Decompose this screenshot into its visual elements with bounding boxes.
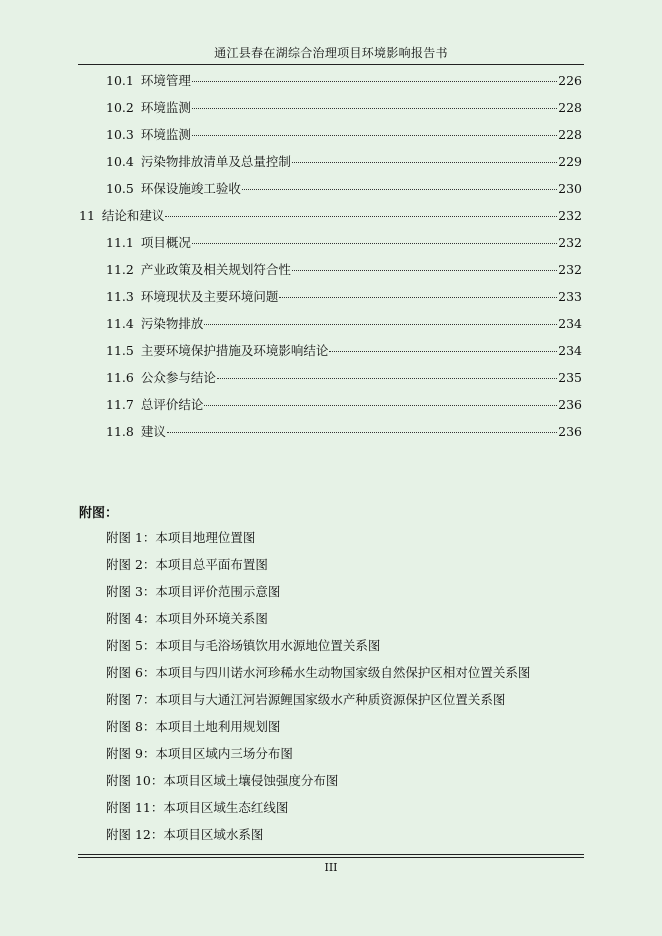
toc-entry-page: 230	[558, 181, 582, 196]
toc-entry[interactable]	[106, 423, 582, 439]
toc-entry-page: 232	[558, 208, 582, 223]
toc-entry[interactable]	[106, 234, 582, 250]
page-header-title: 通江县春在湖综合治理项目环境影响报告书	[214, 46, 448, 60]
toc-entry[interactable]	[79, 207, 582, 223]
footer-rule-double	[78, 857, 584, 858]
figure-list-item: 附图 10：本项目区域土壤侵蚀强度分布图	[106, 773, 339, 788]
toc-entry-number: 11.7	[106, 397, 134, 412]
toc-entry-title: 产业政策及相关规划符合性	[140, 262, 291, 277]
toc-entry-title: 污染物排放清单及总量控制	[140, 154, 291, 169]
figure-list-item: 附图 5：本项目与毛浴场镇饮用水源地位置关系图	[106, 638, 381, 653]
toc-entry[interactable]	[106, 126, 582, 142]
toc-dot-leader	[192, 123, 557, 136]
figure-list-item: 附图 1：本项目地理位置图	[106, 530, 256, 545]
toc-entry-title: 环境监测	[140, 127, 191, 142]
toc-entry[interactable]	[106, 72, 582, 88]
toc-entry-page: 235	[558, 370, 582, 385]
toc-entry-number: 10.2	[106, 100, 134, 115]
toc-entry[interactable]	[106, 315, 582, 331]
toc-entry[interactable]	[106, 99, 582, 115]
toc-entry-page: 226	[558, 73, 582, 88]
toc-entry-title: 污染物排放	[140, 316, 204, 331]
toc-entry-title: 环保设施竣工验收	[140, 181, 241, 196]
toc-entry-page: 232	[558, 262, 582, 277]
toc-dot-leader	[329, 339, 557, 352]
toc-dot-leader	[279, 285, 557, 298]
toc-entry-title: 结论和建议	[101, 208, 165, 223]
figure-list-item: 附图 8：本项目土地利用规划图	[106, 719, 281, 734]
toc-entry-title: 项目概况	[140, 235, 191, 250]
toc-dot-leader	[165, 204, 557, 217]
figure-list-item: 附图 4：本项目外环境关系图	[106, 611, 268, 626]
page-number: III	[324, 861, 338, 874]
toc-dot-leader	[217, 366, 557, 379]
toc-entry-page: 232	[558, 235, 582, 250]
toc-entry[interactable]	[106, 369, 582, 385]
toc-entry-page: 233	[558, 289, 582, 304]
toc-dot-leader	[204, 312, 557, 325]
toc-entry-title: 建议	[140, 424, 166, 439]
figure-list-item: 附图 6：本项目与四川诺水河珍稀水生动物国家级自然保护区相对位置关系图	[106, 665, 531, 680]
toc-entry-title: 总评价结论	[140, 397, 204, 412]
toc-entry-page: 228	[558, 100, 582, 115]
toc-entry[interactable]	[106, 396, 582, 412]
footer-rule	[78, 854, 584, 855]
toc-entry-number: 11.2	[106, 262, 134, 277]
toc-entry[interactable]	[106, 261, 582, 277]
figure-list-item: 附图 11：本项目区域生态红线图	[106, 800, 289, 815]
toc-entry-number: 10.5	[106, 181, 134, 196]
toc-entry[interactable]	[106, 342, 582, 358]
toc-entry-page: 229	[558, 154, 582, 169]
appendix-heading: 附图：	[79, 506, 119, 521]
toc-entry-title: 环境监测	[140, 100, 191, 115]
toc-entry-number: 11.1	[106, 235, 134, 250]
toc-entry-title: 环境管理	[140, 73, 191, 88]
toc-entry-title: 主要环境保护措施及环境影响结论	[140, 343, 329, 358]
figure-list-item: 附图 2：本项目总平面布置图	[106, 557, 268, 572]
toc-entry-number: 10.4	[106, 154, 134, 169]
table-of-contents	[0, 0, 662, 460]
figure-list-item: 附图 3：本项目评价范围示意图	[106, 584, 281, 599]
toc-entry-number: 10.1	[106, 73, 134, 88]
figure-list-item: 附图 7：本项目与大通江河岩源鲤国家级水产种质资源保护区位置关系图	[106, 692, 506, 707]
toc-entry-page: 236	[558, 397, 582, 412]
toc-dot-leader	[242, 177, 557, 190]
toc-entry-number: 11.4	[106, 316, 134, 331]
toc-dot-leader	[292, 150, 557, 163]
toc-entry-page: 234	[558, 316, 582, 331]
toc-entry-number: 11.3	[106, 289, 134, 304]
toc-entry-title: 环境现状及主要环境问题	[140, 289, 279, 304]
toc-entry[interactable]	[106, 288, 582, 304]
figure-list-item: 附图 12：本项目区域水系图	[106, 827, 264, 842]
toc-entry-page: 236	[558, 424, 582, 439]
toc-entry-title: 公众参与结论	[140, 370, 216, 385]
toc-entry-page: 234	[558, 343, 582, 358]
toc-dot-leader	[204, 393, 557, 406]
toc-dot-leader	[292, 258, 557, 271]
toc-dot-leader	[192, 96, 557, 109]
toc-dot-leader	[167, 420, 557, 433]
toc-dot-leader	[192, 69, 557, 82]
toc-entry-number: 10.3	[106, 127, 134, 142]
toc-entry[interactable]	[106, 153, 582, 169]
toc-entry-number: 11	[79, 208, 95, 223]
toc-entry-number: 11.6	[106, 370, 134, 385]
toc-dot-leader	[192, 231, 557, 244]
toc-entry-number: 11.5	[106, 343, 134, 358]
toc-entry-page: 228	[558, 127, 582, 142]
figure-list-item: 附图 9：本项目区域内三场分布图	[106, 746, 293, 761]
toc-entry-number: 11.8	[106, 424, 134, 439]
toc-entry[interactable]	[106, 180, 582, 196]
